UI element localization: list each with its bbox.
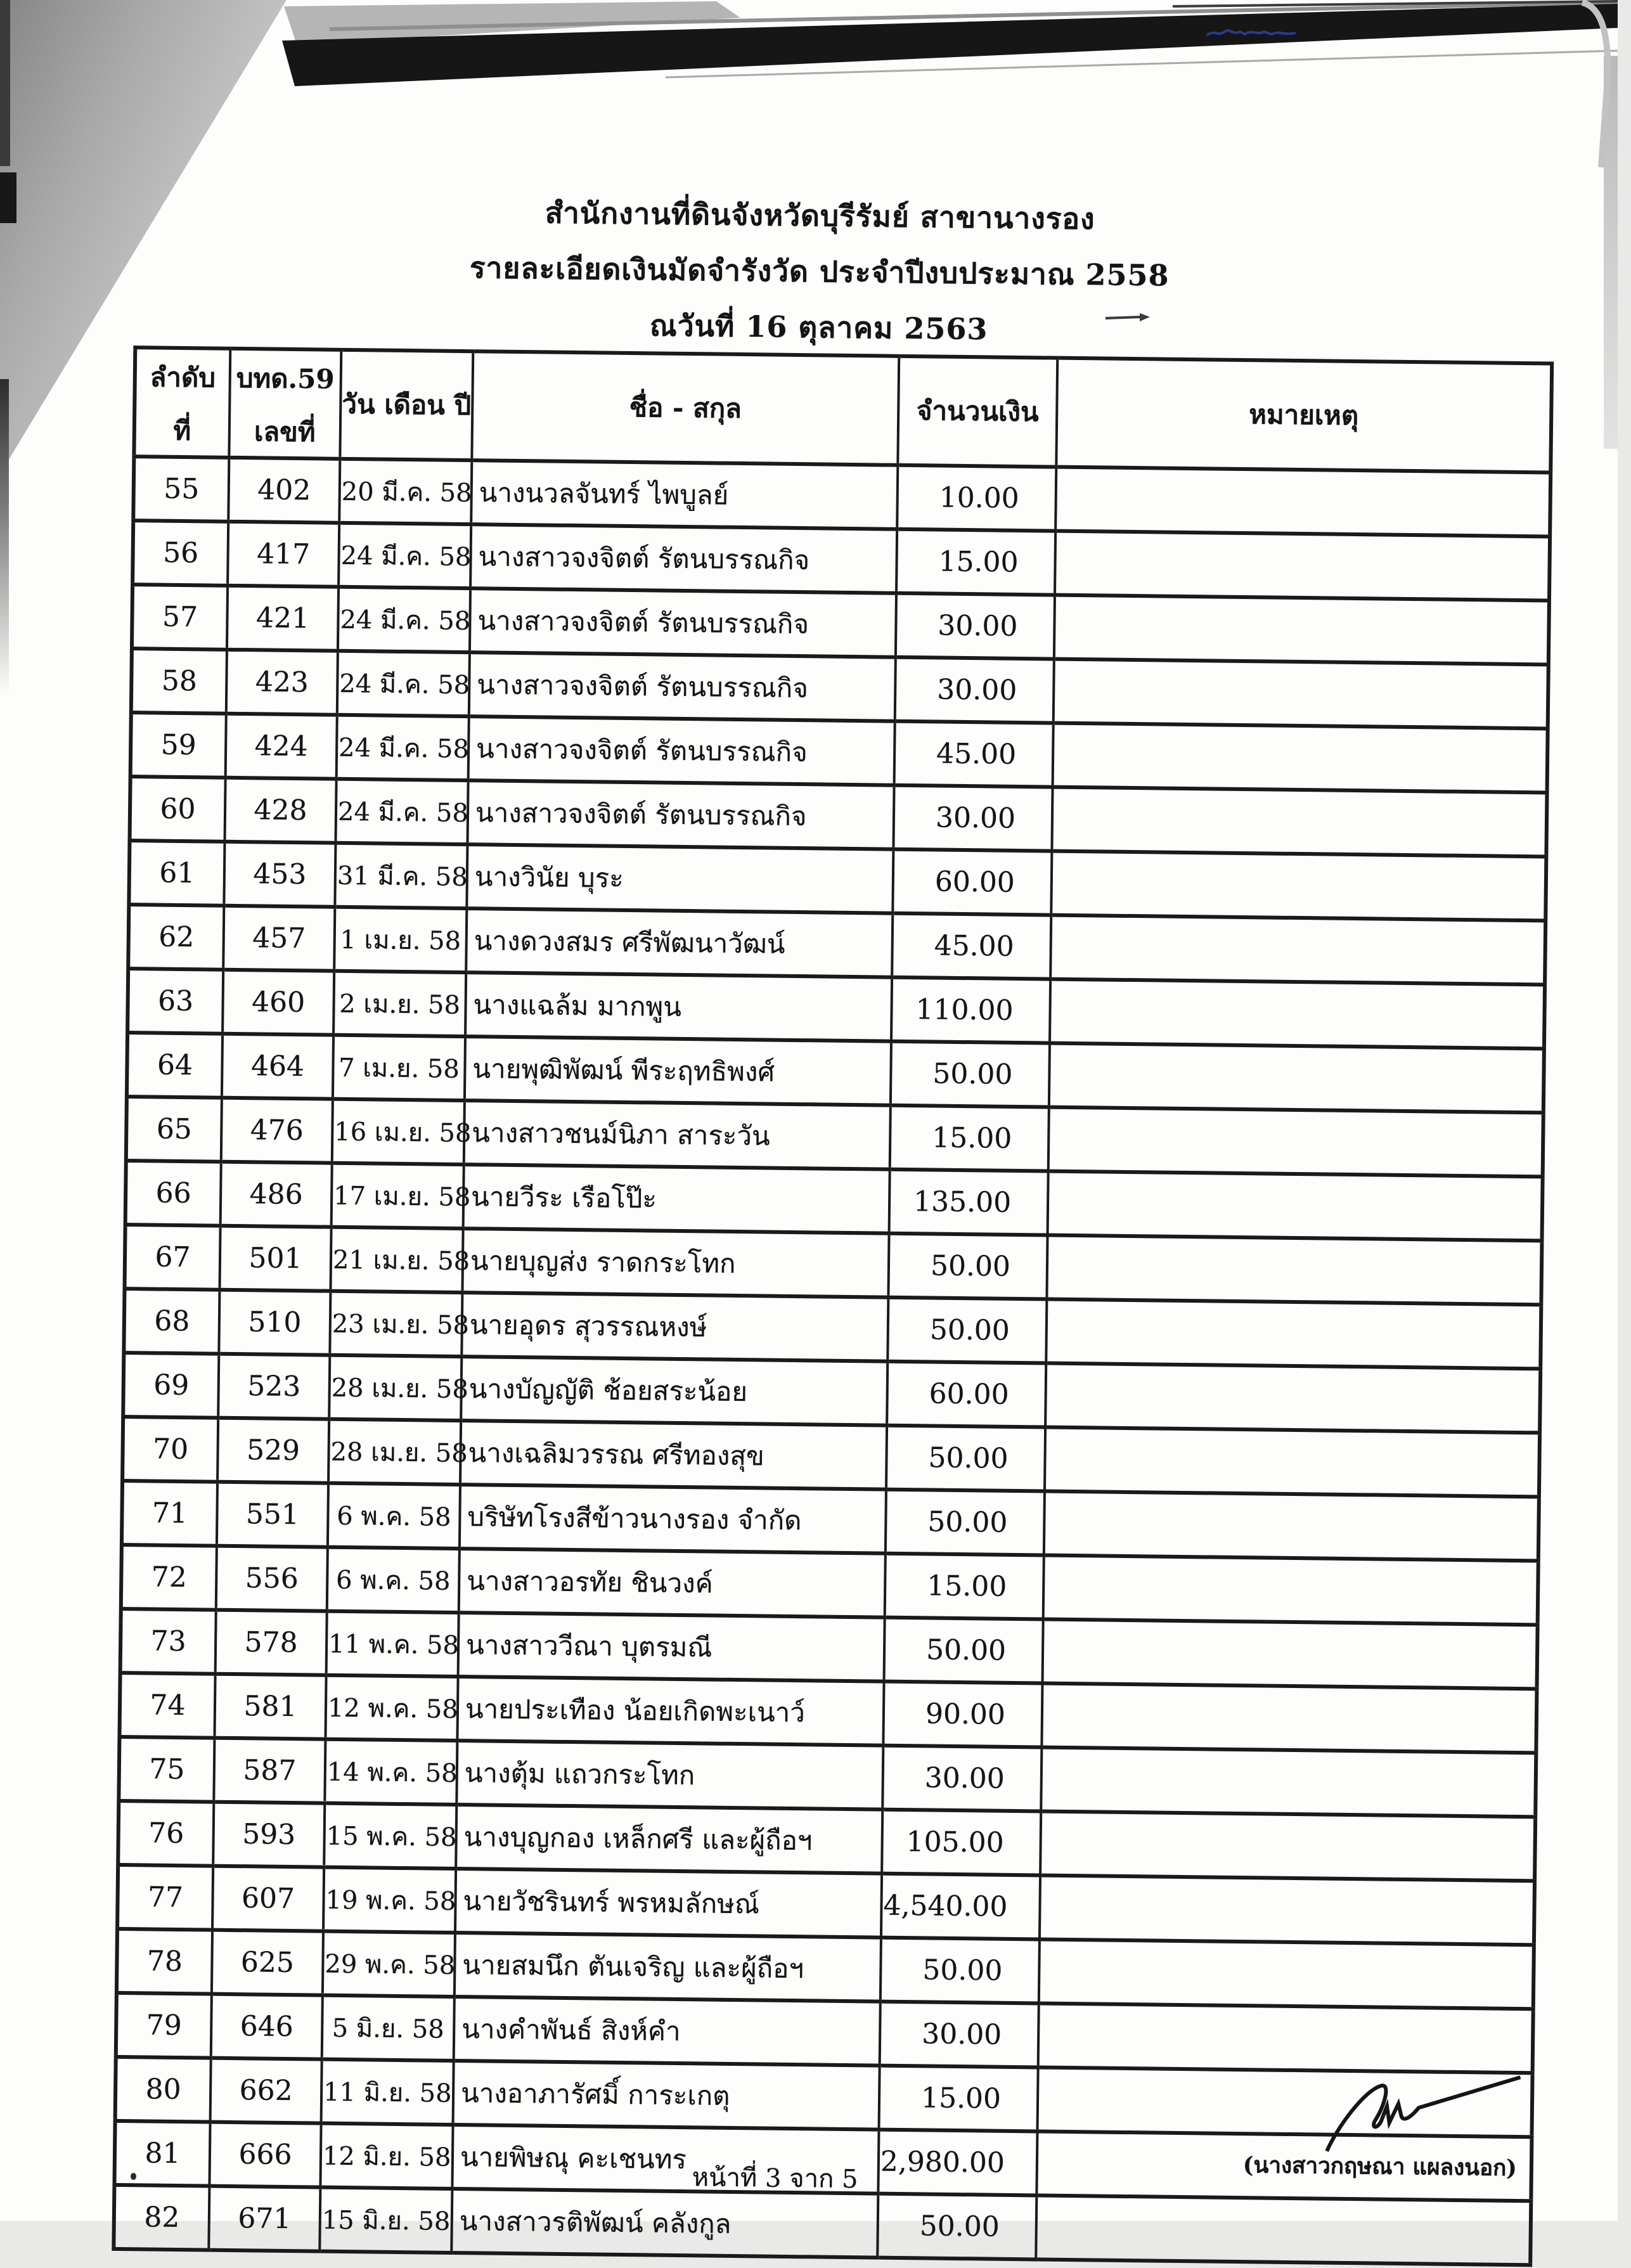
amount-cell: 50.00 xyxy=(880,1938,1040,2004)
seq-cell: 61 xyxy=(129,841,224,906)
seq-cell: 80 xyxy=(115,2057,211,2122)
doc-no-cell: 476 xyxy=(221,1098,333,1163)
name-cell: นางสาวจงจิตต์ รัตนบรรณกิจ xyxy=(470,524,897,593)
remark-cell xyxy=(1052,787,1547,857)
name-cell: นางแฉล้ม มากพูน xyxy=(465,972,892,1041)
doc-no-cell: 551 xyxy=(217,1482,328,1547)
doc-no-cell: 402 xyxy=(228,458,340,523)
seq-cell: 81 xyxy=(114,2121,210,2186)
amount-cell: 15.00 xyxy=(879,2066,1038,2132)
name-cell: นางนวลจันทร์ ไพบูลย์ xyxy=(471,460,898,529)
seq-cell: 66 xyxy=(126,1161,221,1226)
col-header-seq-line2: ที่ xyxy=(173,415,191,447)
report-title: รายละเอียดเงินมัดจำรังวัด ประจำปีงบประมาณ 2558 xyxy=(469,250,1170,293)
seq-cell: 69 xyxy=(123,1353,219,1418)
col-header-seq-line1: ลำดับ xyxy=(150,361,216,394)
amount-cell: 60.00 xyxy=(893,849,1052,915)
name-cell: นายสมนึก ตันเจริญ และผู้ถือฯ xyxy=(454,1933,881,2002)
seq-cell: 62 xyxy=(128,905,224,970)
doc-no-cell: 457 xyxy=(223,906,335,971)
date-cell: 21 เม.ย. 58 xyxy=(330,1227,463,1292)
remark-cell xyxy=(1047,1235,1542,1305)
amount-cell: 30.00 xyxy=(896,593,1055,659)
seq-cell: 78 xyxy=(117,1929,212,1994)
remark-cell xyxy=(1036,2195,1531,2265)
name-cell: นายประเทือง น้อยเกิดพะเนาว์ xyxy=(457,1677,884,1746)
name-cell: นายบุญส่ง ราดกระโทก xyxy=(462,1228,889,1298)
amount-cell: 110.00 xyxy=(891,977,1050,1043)
name-cell: นางสาวจงจิตต์ รัตนบรรณกิจ xyxy=(468,716,895,785)
name-cell: นายอุดร สุวรรณหงษ์ xyxy=(461,1292,888,1362)
col-header-seq xyxy=(134,347,230,458)
date-cell: 28 เม.ย. 58 xyxy=(329,1355,461,1421)
seq-cell: 71 xyxy=(122,1481,217,1546)
seq-cell: 60 xyxy=(130,776,226,842)
seq-cell: 76 xyxy=(118,1801,214,1866)
name-cell: นางวินัย บุระ xyxy=(467,844,893,913)
amount-cell: 50.00 xyxy=(877,2194,1036,2260)
doc-no-cell: 529 xyxy=(217,1418,329,1483)
seq-cell: 57 xyxy=(132,584,228,650)
date-cell: 15 พ.ค. 58 xyxy=(324,1803,456,1869)
remark-cell xyxy=(1053,723,1548,793)
doc-no-cell: 556 xyxy=(216,1546,328,1611)
remark-cell xyxy=(1048,1171,1543,1241)
remark-cell xyxy=(1038,2003,1533,2073)
amount-cell: 135.00 xyxy=(889,1169,1048,1235)
seq-cell: 79 xyxy=(116,1993,212,2058)
table-header-row xyxy=(134,347,1552,472)
date-cell: 24 มี.ค. 58 xyxy=(335,779,468,844)
remark-cell xyxy=(1039,1939,1534,2009)
remark-cell xyxy=(1055,531,1550,601)
name-cell: นางดวงสมร ศรีพัฒนาวัฒน์ xyxy=(466,908,893,977)
date-cell: 17 เม.ย. 58 xyxy=(332,1163,464,1228)
date-cell: 23 เม.ย. 58 xyxy=(330,1291,462,1356)
date-cell: 16 เม.ย. 58 xyxy=(332,1099,465,1164)
date-cell: 29 พ.ค. 58 xyxy=(323,1931,455,1997)
amount-cell: 50.00 xyxy=(884,1618,1043,1684)
seq-cell: 67 xyxy=(124,1225,220,1290)
date-cell: 12 มิ.ย. 58 xyxy=(320,2123,453,2189)
amount-cell: 4,540.00 xyxy=(881,1874,1040,1940)
seq-cell: 77 xyxy=(117,1865,213,1930)
seq-cell: 82 xyxy=(113,2185,209,2250)
col-header-doc-no xyxy=(229,349,341,459)
doc-no-cell: 581 xyxy=(214,1674,326,1739)
amount-cell: 50.00 xyxy=(888,1234,1047,1299)
name-cell: นางสาวอรทัย ชินวงค์ xyxy=(459,1549,886,1618)
date-cell: 11 มิ.ย. 58 xyxy=(321,2059,454,2125)
table-body xyxy=(113,456,1550,2265)
seq-cell: 63 xyxy=(127,969,223,1034)
date-cell: 2 เม.ย. 58 xyxy=(333,971,466,1036)
date-cell: 24 มี.ค. 58 xyxy=(337,651,470,716)
amount-cell: 15.00 xyxy=(890,1105,1049,1171)
date-cell: 5 มิ.ย. 58 xyxy=(322,1995,454,2061)
remark-cell xyxy=(1050,979,1545,1049)
amount-cell: 10.00 xyxy=(897,465,1056,531)
name-cell: นางเฉลิมวรรณ ศรีทองสุข xyxy=(460,1421,887,1490)
page-number: หน้าที่ 3 จาก 5 xyxy=(692,2163,858,2194)
doc-no-cell: 486 xyxy=(221,1162,332,1227)
name-cell: นายวัชรินทร์ พรหมลักษณ์ xyxy=(455,1869,882,1938)
seq-cell: 70 xyxy=(122,1417,218,1482)
seq-cell: 64 xyxy=(127,1033,222,1098)
remark-cell xyxy=(1055,467,1550,537)
name-cell: นางคำพันธ์ สิงห์คำ xyxy=(454,1997,880,2066)
name-cell: นางบัญญัติ ช้อยสระน้อย xyxy=(461,1356,887,1426)
date-cell: 31 มี.ค. 58 xyxy=(335,843,467,908)
name-cell: นายพุฒิพัฒน์ พีระฤทธิพงศ์ xyxy=(465,1036,891,1105)
date-cell: 1 เม.ย. 58 xyxy=(334,907,467,972)
doc-no-cell: 417 xyxy=(228,522,339,587)
seq-cell: 73 xyxy=(120,1609,216,1674)
remark-cell xyxy=(1051,851,1546,921)
doc-no-cell: 460 xyxy=(222,970,334,1035)
date-cell: 14 พ.ค. 58 xyxy=(325,1739,457,1805)
date-cell: 20 มี.ค. 58 xyxy=(339,459,472,524)
doc-no-cell: 578 xyxy=(216,1610,327,1675)
date-cell: 6 พ.ค. 58 xyxy=(328,1483,460,1549)
remark-cell xyxy=(1046,1299,1541,1369)
seq-cell: 75 xyxy=(119,1737,214,1802)
amount-cell: 50.00 xyxy=(886,1426,1045,1492)
name-cell: นายพิษณุ คะเชนทร xyxy=(452,2125,879,2194)
seq-cell: 65 xyxy=(126,1097,222,1162)
seq-cell: 59 xyxy=(131,712,226,778)
remark-cell xyxy=(1041,1747,1536,1817)
remark-cell xyxy=(1044,1492,1539,1561)
doc-no-cell: 607 xyxy=(212,1866,324,1931)
document-header xyxy=(10,179,1629,364)
date-cell: 24 มี.ค. 58 xyxy=(338,587,470,652)
date-cell: 15 มิ.ย. 58 xyxy=(319,2187,452,2253)
name-cell: นางบุญกอง เหล็กศรี และผู้ถือฯ xyxy=(456,1805,882,1874)
remark-cell xyxy=(1054,659,1549,729)
amount-cell: 50.00 xyxy=(886,1490,1045,1556)
doc-no-cell: 501 xyxy=(219,1226,331,1291)
amount-cell: 90.00 xyxy=(883,1682,1042,1748)
amount-cell: 50.00 xyxy=(891,1041,1050,1107)
amount-cell: 15.00 xyxy=(896,529,1055,595)
remark-cell xyxy=(1048,1107,1544,1177)
amount-cell: 50.00 xyxy=(887,1298,1047,1363)
amount-cell: 15.00 xyxy=(885,1554,1044,1620)
remark-cell xyxy=(1049,1043,1544,1113)
amount-cell: 60.00 xyxy=(887,1362,1046,1427)
seq-cell: 58 xyxy=(131,648,227,714)
remark-cell xyxy=(1054,595,1549,665)
doc-no-cell: 666 xyxy=(209,2122,321,2187)
doc-no-cell: 423 xyxy=(226,650,338,715)
deposit-table xyxy=(112,345,1554,2267)
date-cell: 6 พ.ค. 58 xyxy=(327,1547,460,1613)
date-cell: 19 พ.ค. 58 xyxy=(323,1867,456,1933)
seq-cell: 56 xyxy=(132,520,228,586)
remark-cell xyxy=(1040,1875,1535,1945)
col-header-amount: จำนวนเงิน xyxy=(898,356,1057,467)
doc-no-cell: 646 xyxy=(211,1994,323,2059)
date-cell: 24 มี.ค. 58 xyxy=(337,715,469,780)
date-cell: 12 พ.ค. 58 xyxy=(325,1675,458,1741)
date-cell: 28 เม.ย. 58 xyxy=(328,1419,461,1485)
amount-cell: 105.00 xyxy=(882,1810,1041,1876)
name-cell: บริษัทโรงสีข้าวนางรอง จำกัด xyxy=(460,1485,886,1554)
remark-cell xyxy=(1041,1683,1537,1753)
amount-cell: 30.00 xyxy=(882,1746,1041,1812)
signatory-name: (นางสาวกฤษณา แผลงนอก) xyxy=(1242,2152,1518,2182)
as-of-date: ณวันที่ 16 ตุลาคม 2563 xyxy=(649,308,988,347)
date-cell: 11 พ.ค. 58 xyxy=(326,1611,459,1677)
name-cell: นายวีระ เรือโป๊ะ xyxy=(463,1164,890,1234)
amount-cell: 30.00 xyxy=(895,657,1054,723)
col-header-name: ชื่อ - สกุล xyxy=(472,351,899,465)
seq-cell: 55 xyxy=(133,456,229,522)
doc-no-cell: 464 xyxy=(222,1034,333,1099)
name-cell: นางสาวจงจิตต์ รัตนบรรณกิจ xyxy=(470,588,896,657)
doc-no-cell: 421 xyxy=(227,586,338,651)
name-cell: นางสาวจงจิตต์ รัตนบรรณกิจ xyxy=(469,652,896,721)
office-title: สำนักงานที่ดินจังหวัดบุรีรัมย์ สาขานางรอง xyxy=(545,195,1095,236)
amount-cell: 2,980.00 xyxy=(878,2130,1037,2196)
name-cell: นางสาวชนม์นิภา สาระวัน xyxy=(464,1100,891,1169)
remark-cell xyxy=(1043,1556,1538,1625)
doc-no-cell: 662 xyxy=(210,2058,322,2123)
remark-cell xyxy=(1045,1363,1540,1433)
remark-cell xyxy=(1045,1427,1540,1497)
amount-cell: 30.00 xyxy=(880,2002,1039,2068)
col-header-doc-line2: เลขที่ xyxy=(254,416,316,448)
date-cell: 7 เม.ย. 58 xyxy=(333,1035,465,1100)
name-cell: นางสาวจงจิตต์ รัตนบรรณกิจ xyxy=(467,780,894,849)
doc-no-cell: 453 xyxy=(224,842,335,907)
col-header-remark: หมายเหตุ xyxy=(1056,358,1552,473)
doc-no-cell: 428 xyxy=(225,778,337,843)
col-header-doc-line1: บทด.59 xyxy=(236,362,335,395)
amount-cell: 45.00 xyxy=(894,721,1054,787)
name-cell: นางสาวรติพัฒน์ คลังกูล xyxy=(451,2189,878,2258)
remark-cell xyxy=(1050,915,1545,985)
name-cell: นางอาภารัศมิ์ การะเกตุ xyxy=(453,2061,880,2130)
remark-cell xyxy=(1043,1619,1538,1689)
seq-cell: 68 xyxy=(124,1289,219,1354)
name-cell: นางตุ้ม แถวกระโทก xyxy=(456,1741,883,1810)
remark-cell xyxy=(1040,1811,1535,1881)
amount-cell: 30.00 xyxy=(893,785,1052,851)
name-cell: นางสาววีณา บุตรมณี xyxy=(458,1613,885,1682)
doc-no-cell: 510 xyxy=(219,1290,330,1355)
doc-no-cell: 587 xyxy=(214,1738,325,1803)
amount-cell: 45.00 xyxy=(892,913,1051,979)
col-header-date: วัน เดือน ปี xyxy=(340,350,473,460)
doc-no-cell: 593 xyxy=(213,1802,325,1867)
doc-no-cell: 523 xyxy=(218,1354,330,1419)
doc-no-cell: 671 xyxy=(209,2186,320,2252)
date-cell: 24 มี.ค. 58 xyxy=(338,523,471,588)
seq-cell: 74 xyxy=(119,1673,215,1738)
seq-cell: 72 xyxy=(121,1545,217,1610)
doc-no-cell: 424 xyxy=(226,714,337,779)
doc-no-cell: 625 xyxy=(212,1930,323,1995)
